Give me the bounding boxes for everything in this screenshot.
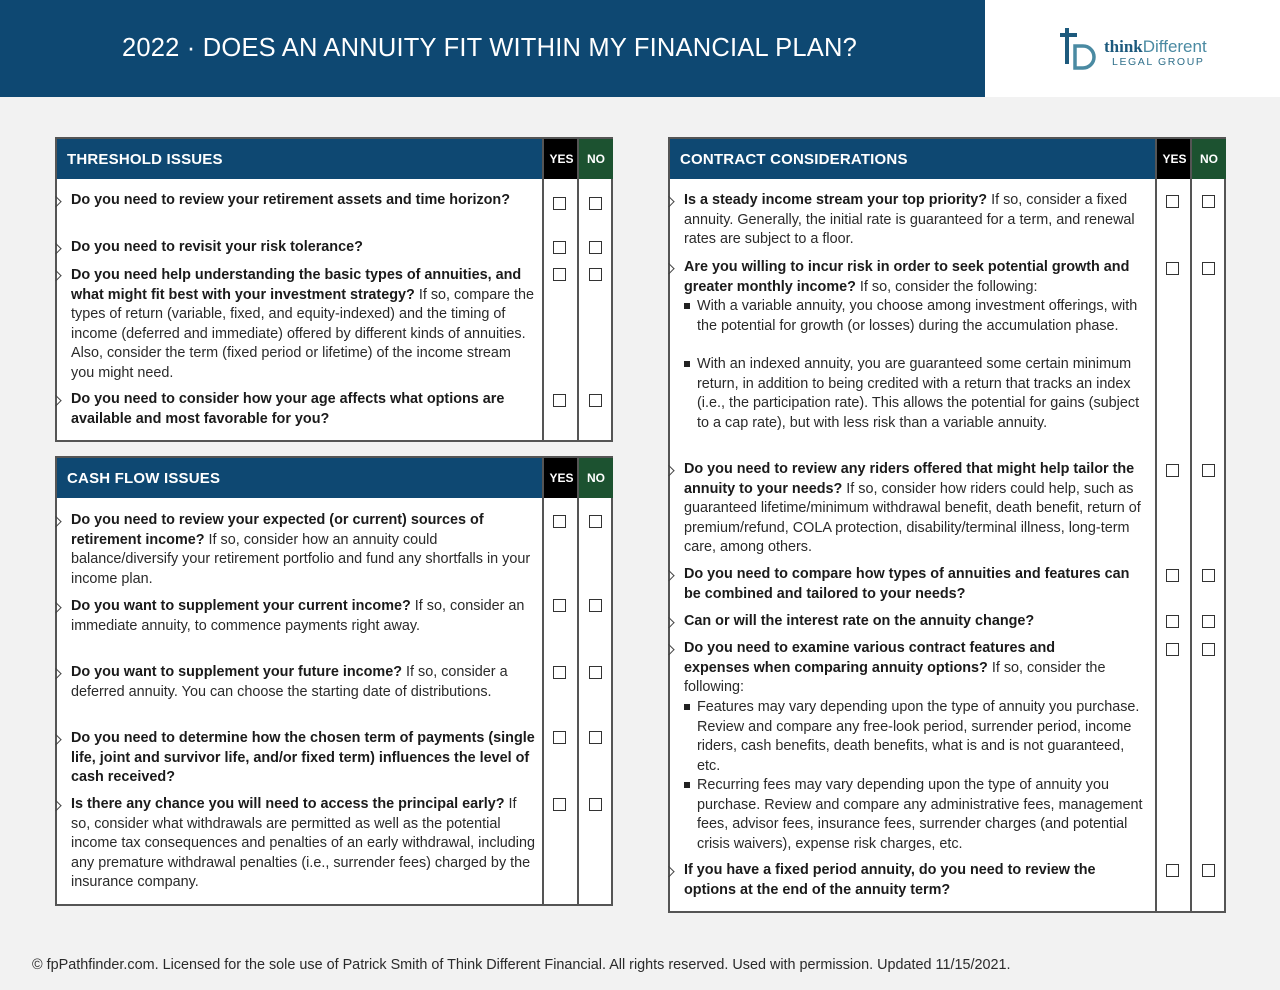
panel-header <box>57 139 611 179</box>
chevron-right-icon <box>57 601 67 613</box>
divider <box>542 139 544 440</box>
yes-checkbox[interactable] <box>553 731 566 744</box>
yes-checkbox[interactable] <box>1166 643 1179 656</box>
logo <box>985 0 1280 97</box>
yes-checkbox[interactable] <box>1166 569 1179 582</box>
chevron-right-icon <box>57 394 67 406</box>
no-checkbox[interactable] <box>1202 864 1215 877</box>
panel-header <box>57 458 611 498</box>
yes-checkbox[interactable] <box>553 268 566 281</box>
no-checkbox[interactable] <box>1202 464 1215 477</box>
chevron-right-icon <box>670 616 680 628</box>
panel-title: CONTRACT CONSIDERATIONS <box>680 151 908 168</box>
chevron-right-icon <box>57 269 67 281</box>
chevron-right-icon <box>57 242 67 254</box>
no-checkbox[interactable] <box>589 268 602 281</box>
no-checkbox[interactable] <box>589 515 602 528</box>
no-checkbox[interactable] <box>589 666 602 679</box>
panel-title: THRESHOLD ISSUES <box>67 151 223 168</box>
no-column-header: NO <box>1192 139 1226 179</box>
no-checkbox[interactable] <box>1202 615 1215 628</box>
question-item: Do you need to determine how the chosen term of payments (single life, joint and survivor life, and/or fixed term) influences the level of cash received? <box>71 730 535 785</box>
no-checkbox[interactable] <box>589 241 602 254</box>
panel-title: CASH FLOW ISSUES <box>67 470 221 487</box>
chevron-right-icon <box>670 464 680 476</box>
yes-checkbox[interactable] <box>1166 195 1179 208</box>
no-checkbox[interactable] <box>1202 643 1215 656</box>
divider <box>1190 139 1192 911</box>
question-item: If you have a fixed period annuity, do you need to review the options at the end of the annuity term? <box>684 862 1096 898</box>
yes-checkbox[interactable] <box>1166 864 1179 877</box>
no-checkbox[interactable] <box>1202 195 1215 208</box>
divider <box>1155 139 1157 911</box>
logo-subtitle: LEGAL GROUP <box>1112 56 1205 68</box>
no-checkbox[interactable] <box>1202 262 1215 275</box>
page-header <box>0 0 985 97</box>
yes-checkbox[interactable] <box>553 666 566 679</box>
question-item: Do you want to supplement your future income? If so, consider a deferred annuity. You can choose the starting date of distributions. <box>71 664 508 700</box>
question-item: Do you need help understanding the basic types of annuities, and what might fit best with your investment strategy? If so, compare the types of return (variable, fixed, and equity-indexed) and the timing of income (deferred and immediate) offered by different kinds of annuities. Also, consider the term (fixed period or lifetime) of the income stream you might need. <box>71 267 535 381</box>
divider <box>577 458 579 904</box>
logo-wordmark: thinkDifferent <box>1104 37 1207 56</box>
page-title: 2022 · DOES AN ANNUITY FIT WITHIN MY FINANCIAL PLAN? <box>122 34 857 62</box>
question-item: Is there any chance you will need to access the principal early? If so, consider what withdrawals are permitted as well as the potential income tax consequences and penalties of an early withdrawal, including any premature withdrawal penalties (i.e., surrender fees) charged by the insurance company. <box>71 796 535 890</box>
yes-column-header: YES <box>544 458 579 498</box>
bullet-item: With a variable annuity, you choose among investment offerings, with the potential for growth (or losses) during the accumulation phase. <box>684 297 1150 336</box>
yes-checkbox[interactable] <box>1166 615 1179 628</box>
td-monogram-logo-icon <box>1057 24 1101 72</box>
no-checkbox[interactable] <box>1202 569 1215 582</box>
yes-column-header: YES <box>544 139 579 179</box>
chevron-right-icon <box>57 195 67 207</box>
chevron-right-icon <box>670 865 680 877</box>
question-item: Do you need to revisit your risk tolerance? <box>71 239 363 255</box>
bullet-item: Recurring fees may vary depending upon the type of annuity you purchase. Review and compare any administrative fees, management fees, advisor fees, insurance fees, surrender charges (and potential crisis waivers), expense risk charges, etc. <box>684 776 1150 854</box>
chevron-right-icon <box>57 733 67 745</box>
yes-checkbox[interactable] <box>553 798 566 811</box>
divider <box>577 139 579 440</box>
no-column-header: NO <box>579 139 613 179</box>
yes-checkbox[interactable] <box>553 197 566 210</box>
question-item: Do you need to consider how your age affects what options are available and most favorable for you? <box>71 391 505 427</box>
no-checkbox[interactable] <box>589 197 602 210</box>
chevron-right-icon <box>57 799 67 811</box>
question-item: Do you need to review your retirement assets and time horizon? <box>71 192 511 208</box>
cash-flow-issues-panel <box>55 456 613 906</box>
yes-checkbox[interactable] <box>553 394 566 407</box>
copyright-footer: © fpPathfinder.com. Licensed for the sole use of Patrick Smith of Think Different Financial. All rights reserved. Used with permission. Updated 11/15/2021. <box>32 957 1011 973</box>
question-item: Do you want to supplement your current income? If so, consider an immediate annuity, to commence payments right away. <box>71 598 525 634</box>
yes-checkbox[interactable] <box>1166 464 1179 477</box>
chevron-right-icon <box>670 262 680 274</box>
no-checkbox[interactable] <box>589 731 602 744</box>
chevron-right-icon <box>670 569 680 581</box>
yes-checkbox[interactable] <box>1166 262 1179 275</box>
yes-column-header: YES <box>1157 139 1192 179</box>
yes-checkbox[interactable] <box>553 241 566 254</box>
question-item: Do you need to examine various contract features and expenses when comparing annuity options? If so, consider the following: <box>684 640 1106 695</box>
bullet-item: With an indexed annuity, you are guaranteed some certain minimum return, in addition to being credited with a return that tracks an index (i.e., the participation rate). This allows the potential for gains (subject to a cap rate), but with less risk than a variable annuity. <box>684 355 1150 433</box>
panel-header <box>670 139 1224 179</box>
question-item: Are you willing to incur risk in order to seek potential growth and greater monthly income? If so, consider the following: <box>684 259 1130 295</box>
no-checkbox[interactable] <box>589 599 602 612</box>
chevron-right-icon <box>670 195 680 207</box>
chevron-right-icon <box>670 643 680 655</box>
no-column-header: NO <box>579 458 613 498</box>
divider <box>542 458 544 904</box>
yes-checkbox[interactable] <box>553 515 566 528</box>
contract-considerations-panel <box>668 137 1226 913</box>
yes-checkbox[interactable] <box>553 599 566 612</box>
bullet-item: Features may vary depending upon the type of annuity you purchase. Review and compare any free-look period, surrender period, income riders, cash benefits, death benefits, what is and is not guaranteed, etc. <box>684 698 1150 776</box>
no-checkbox[interactable] <box>589 394 602 407</box>
threshold-issues-panel <box>55 137 613 442</box>
no-checkbox[interactable] <box>589 798 602 811</box>
question-item: Do you need to review your expected (or current) sources of retirement income? If so, consider how an annuity could balance/diversify your retirement portfolio and fund any shortfalls in your income plan. <box>71 512 531 587</box>
chevron-right-icon <box>57 515 67 527</box>
question-item: Can or will the interest rate on the annuity change? <box>684 613 1035 629</box>
chevron-right-icon <box>57 667 67 679</box>
question-item: Do you need to review any riders offered that might help tailor the annuity to your needs? If so, consider how riders could help, such as guaranteed lifetime/minimum withdrawal benefit, death benefit, return of premium/refund, COLA protection, disability/terminal illness, long-term care, among others. <box>684 461 1141 555</box>
question-item: Do you need to compare how types of annuities and features can be combined and tailored to your needs? <box>684 566 1130 602</box>
question-item: Is a steady income stream your top priority? If so, consider a fixed annuity. Generally, the initial rate is guaranteed for a term, and renewal rates are subject to a floor. <box>684 192 1135 247</box>
